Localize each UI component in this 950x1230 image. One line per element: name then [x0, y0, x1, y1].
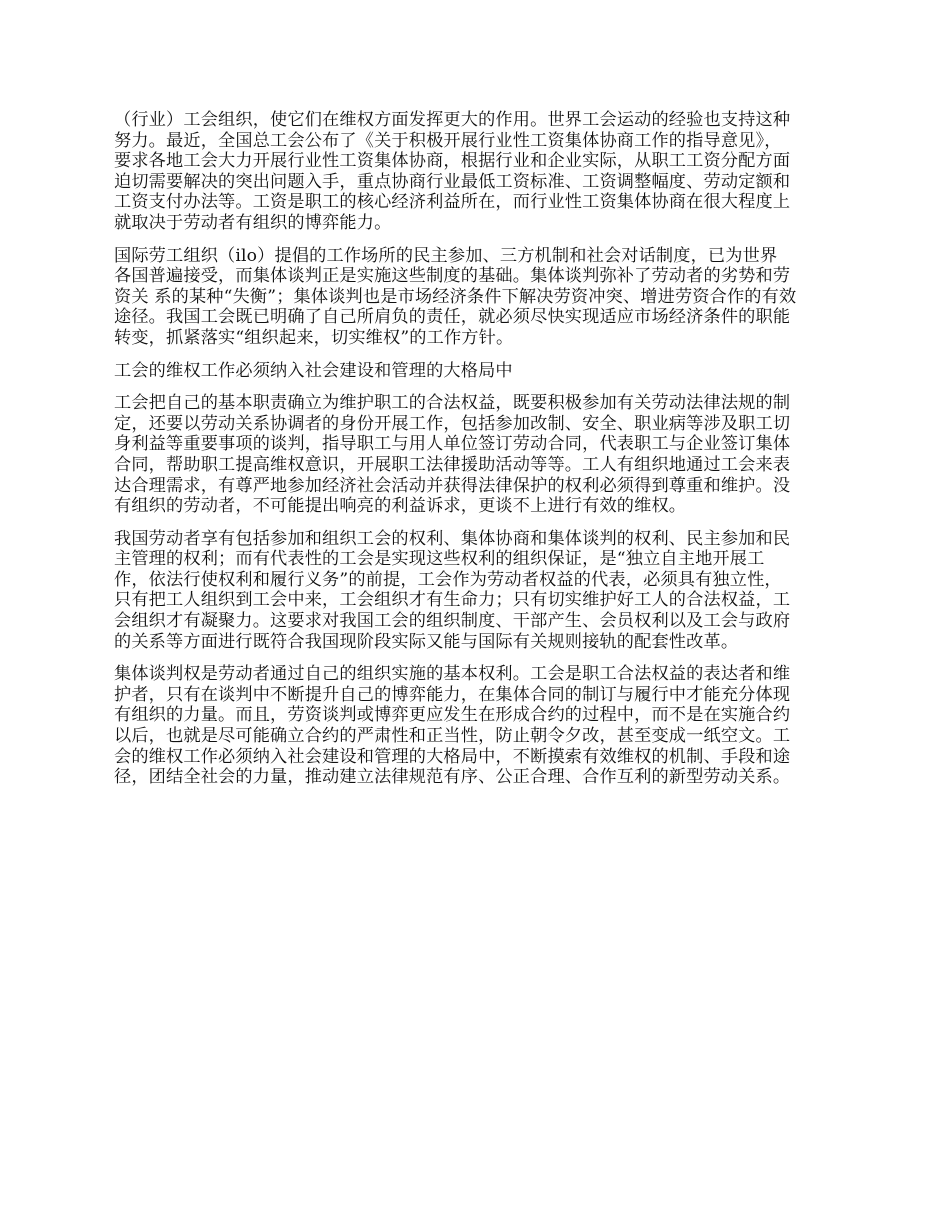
- text-line: 以后，也就是尽可能确立合约的严肃性和正当性，防止朝令夕改，甚至变成一纸空文。工: [114, 726, 791, 747]
- text-line: 途径。我国工会既已明确了自己所肩负的责任，就必须尽快实现适应市场经济条件的职能: [114, 307, 791, 328]
- text-line: 就取决于劳动者有组织的博弈能力。: [114, 212, 392, 233]
- text-line: 要求各地工会大力开展行业性工资集体协商，根据行业和企业实际，从职工工资分配方面: [114, 151, 791, 172]
- text-line: 主管理的权利；而有代表性的工会是实现这些权利的组织保证，是“独立自主地开展工: [114, 549, 765, 570]
- text-line: 径，团结全社会的力量，推动建立法律规范有序、公正合理、合作互利的新型劳动关系。: [114, 767, 791, 788]
- text-line: 定，还要以劳动关系协调者的身份开展工作，包括参加改制、安全、职业病等涉及职工切: [114, 413, 791, 434]
- paragraph-workers-rights: [114, 529, 840, 653]
- text-line: 合同，帮助职工提高维权意识，开展职工法律援助活动等等。工人有组织地通过工会来表: [114, 454, 791, 475]
- text-line: 各国普遍接受，而集体谈判正是实施这些制度的基础。集体谈判弥补了劳动者的劣势和劳: [114, 266, 791, 287]
- text-line: 有组织的力量。而且，劳资谈判或博弈更应发生在形成合约的过程中，而不是在实施合约: [114, 705, 791, 726]
- text-line: 达合理需求，有尊严地参加经济社会活动并获得法律保护的权利必须得到尊重和维护。没: [114, 475, 791, 496]
- paragraph-basic-duty: [114, 393, 840, 517]
- text-line: 努力。最近，全国总工会公布了《关于积极开展行业性工资集体协商工作的指导意见》，: [114, 130, 782, 151]
- text-line: 会的维权工作必须纳入社会建设和管理的大格局中，不断摸索有效维权的机制、手段和途: [114, 746, 791, 767]
- heading-text: 工会的维权工作必须纳入社会建设和管理的大格局中: [114, 360, 513, 381]
- paragraph-industry-union: [114, 110, 840, 234]
- text-line: 国际劳工组织（ilo）提倡的工作场所的民主参加、三方机制和社会对话制度，已为世界: [114, 245, 778, 266]
- text-line: 有组织的劳动者，不可能提出响亮的利益诉求，更谈不上进行有效的维权。: [114, 496, 687, 517]
- document-page: [114, 110, 840, 800]
- text-line: 转变，抓紧落实“组织起来，切实维权”的工作方针。: [114, 327, 514, 348]
- text-line: 资关 系的某种“失衡”；集体谈判也是市场经济条件下解决劳资冲突、增进劳资合作的有效: [114, 286, 797, 307]
- text-line: 集体谈判权是劳动者通过自己的组织实施的基本权利。工会是职工合法权益的表达者和维: [114, 664, 791, 685]
- text-line: （行业）工会组织，使它们在维权方面发挥更大的作用。世界工会运动的经验也支持这种: [114, 110, 791, 130]
- text-line: 会组织才有凝聚力。这要求对我国工会的组织制度、干部产生、会员权利以及工会与政府: [114, 611, 791, 632]
- text-line: 作，依法行使权利和履行义务”的前提，工会作为劳动者权益的代表，必须具有独立性，: [114, 569, 782, 590]
- text-line: 我国劳动者享有包括参加和组织工会的权利、集体协商和集体谈判的权利、民主参加和民: [114, 528, 791, 549]
- text-line: 工会把自己的基本职责确立为维护职工的合法权益，既要积极参加有关劳动法律法规的制: [114, 393, 791, 414]
- text-line: 工资支付办法等。工资是职工的核心经济利益所在，而行业性工资集体协商在很大程度上: [114, 192, 791, 213]
- text-line: 只有把工人组织到工会中来，工会组织才有生命力；只有切实维护好工人的合法权益，工: [114, 590, 791, 611]
- paragraph-ilo: [114, 246, 840, 349]
- text-line: 的关系等方面进行既符合我国现阶段实际又能与国际有关规则接轨的配套性改革。: [114, 631, 739, 652]
- text-line: 护者，只有在谈判中不断提升自己的博弈能力，在集体合同的制订与履行中才能充分体现: [114, 684, 791, 705]
- text-line: 迫切需要解决的突出问题入手，重点协商行业最低工资标准、工资调整幅度、劳动定额和: [114, 171, 791, 192]
- paragraph-collective-bargaining: [114, 664, 840, 788]
- text-line: 身利益等重要事项的谈判，指导职工与用人单位签订劳动合同，代表职工与企业签订集体: [114, 434, 791, 455]
- section-heading: [114, 361, 840, 382]
